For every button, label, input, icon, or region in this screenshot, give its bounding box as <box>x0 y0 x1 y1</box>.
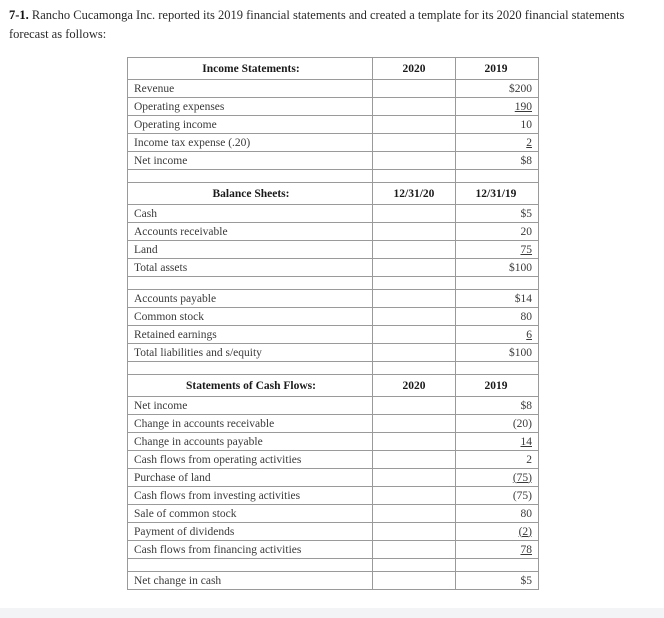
value-2019: 80 <box>456 308 539 326</box>
forecast-cell-retained-earnings[interactable] <box>373 326 456 344</box>
forecast-cell-total-liabilities-equity[interactable] <box>373 344 456 362</box>
row-label: Change in accounts payable <box>128 433 373 451</box>
row-label: Retained earnings <box>128 326 373 344</box>
table-row <box>128 80 539 98</box>
table-row <box>128 505 539 523</box>
row-label: Income tax expense (.20) <box>128 134 373 152</box>
cashflow-col-2020: 2020 <box>373 375 456 397</box>
value-2019: 2 <box>456 451 539 469</box>
value-2019: 80 <box>456 505 539 523</box>
value-2019: (2) <box>518 525 532 538</box>
spacer-row <box>128 559 539 572</box>
forecast-cell-purchase-land[interactable] <box>373 469 456 487</box>
value-2019: 14 <box>520 435 532 448</box>
table-row <box>128 469 539 487</box>
table-row <box>128 433 539 451</box>
row-label: Revenue <box>128 80 373 98</box>
forecast-cell-common-stock[interactable] <box>373 308 456 326</box>
balance-col-2020: 12/31/20 <box>373 183 456 205</box>
forecast-cell-operating-expenses[interactable] <box>373 98 456 116</box>
balance-col-2019: 12/31/19 <box>456 183 539 205</box>
row-label: Net income <box>128 397 373 415</box>
page-bottom-edge <box>0 608 664 618</box>
cash-flow-header <box>128 375 539 397</box>
forecast-cell-cash[interactable] <box>373 205 456 223</box>
forecast-cell-accounts-payable[interactable] <box>373 290 456 308</box>
table-row <box>128 541 539 559</box>
balance-sheet-title: Balance Sheets: <box>128 183 373 205</box>
table-row <box>128 205 539 223</box>
value-2019: (75) <box>512 471 532 484</box>
value-2019: $5 <box>456 205 539 223</box>
table-row <box>128 116 539 134</box>
forecast-cell-cf-investing[interactable] <box>373 487 456 505</box>
value-2019: 2 <box>526 136 532 149</box>
problem-text: Rancho Cucamonga Inc. reported its 2019 financial statements and created a template for its 2020 financial statements forecast as follows: <box>9 8 625 41</box>
cashflow-col-2019: 2019 <box>456 375 539 397</box>
income-statement-title: Income Statements: <box>128 58 373 80</box>
value-2019: 10 <box>456 116 539 134</box>
row-label: Operating expenses <box>128 98 373 116</box>
table-row <box>128 308 539 326</box>
table-row <box>128 397 539 415</box>
row-label: Operating income <box>128 116 373 134</box>
row-label: Cash flows from operating activities <box>128 451 373 469</box>
balance-sheet-header <box>128 183 539 205</box>
value-2019: $200 <box>456 80 539 98</box>
value-2019: 20 <box>456 223 539 241</box>
forecast-cell-cf-operating[interactable] <box>373 451 456 469</box>
value-2019: (20) <box>456 415 539 433</box>
row-label: Payment of dividends <box>128 523 373 541</box>
row-label: Total liabilities and s/equity <box>128 344 373 362</box>
value-2019: (75) <box>456 487 539 505</box>
value-2019: $5 <box>456 572 539 590</box>
forecast-cell-land[interactable] <box>373 241 456 259</box>
row-label: Cash flows from investing activities <box>128 487 373 505</box>
row-label: Accounts receivable <box>128 223 373 241</box>
row-label: Change in accounts receivable <box>128 415 373 433</box>
row-label: Purchase of land <box>128 469 373 487</box>
table-row <box>128 259 539 277</box>
row-label: Sale of common stock <box>128 505 373 523</box>
row-label: Total assets <box>128 259 373 277</box>
table-row <box>128 344 539 362</box>
income-col-2019: 2019 <box>456 58 539 80</box>
financial-statements-template <box>127 57 539 590</box>
forecast-cell-dividends[interactable] <box>373 523 456 541</box>
row-label: Land <box>128 241 373 259</box>
income-col-2020: 2020 <box>373 58 456 80</box>
value-2019: $100 <box>456 259 539 277</box>
table-row <box>128 523 539 541</box>
value-2019: 75 <box>520 243 532 256</box>
forecast-cell-operating-income[interactable] <box>373 116 456 134</box>
value-2019: $100 <box>456 344 539 362</box>
row-label: Cash flows from financing activities <box>128 541 373 559</box>
spacer-row <box>128 277 539 290</box>
forecast-cell-sale-stock[interactable] <box>373 505 456 523</box>
table-row <box>128 415 539 433</box>
spacer-row <box>128 362 539 375</box>
row-label: Accounts payable <box>128 290 373 308</box>
value-2019: 78 <box>520 543 532 556</box>
table-row <box>128 572 539 590</box>
problem-number: 7-1. <box>9 8 29 22</box>
forecast-cell-income-tax[interactable] <box>373 134 456 152</box>
income-statement-header <box>128 58 539 80</box>
problem-statement <box>9 6 659 44</box>
table-row <box>128 223 539 241</box>
value-2019: $8 <box>456 152 539 170</box>
forecast-cell-accounts-receivable[interactable] <box>373 223 456 241</box>
value-2019: 6 <box>526 328 532 341</box>
table-row <box>128 451 539 469</box>
table-row <box>128 152 539 170</box>
forecast-cell-change-ap[interactable] <box>373 433 456 451</box>
table-row <box>128 487 539 505</box>
cash-flow-title: Statements of Cash Flows: <box>128 375 373 397</box>
forecast-cell-cf-financing[interactable] <box>373 541 456 559</box>
table-row <box>128 290 539 308</box>
table-row <box>128 241 539 259</box>
forecast-cell-net-income[interactable] <box>373 152 456 170</box>
value-2019: 190 <box>514 100 532 113</box>
table-row <box>128 326 539 344</box>
value-2019: $8 <box>456 397 539 415</box>
forecast-cell-revenue[interactable] <box>373 80 456 98</box>
table-row <box>128 134 539 152</box>
value-2019: $14 <box>456 290 539 308</box>
row-label: Cash <box>128 205 373 223</box>
table-row <box>128 98 539 116</box>
row-label: Common stock <box>128 308 373 326</box>
spacer-row <box>128 170 539 183</box>
forecast-cell-total-assets[interactable] <box>373 259 456 277</box>
row-label: Net income <box>128 152 373 170</box>
forecast-cell-change-ar[interactable] <box>373 415 456 433</box>
forecast-cell-cf-net-income[interactable] <box>373 397 456 415</box>
forecast-cell-net-change-cash[interactable] <box>373 572 456 590</box>
row-label: Net change in cash <box>128 572 373 590</box>
